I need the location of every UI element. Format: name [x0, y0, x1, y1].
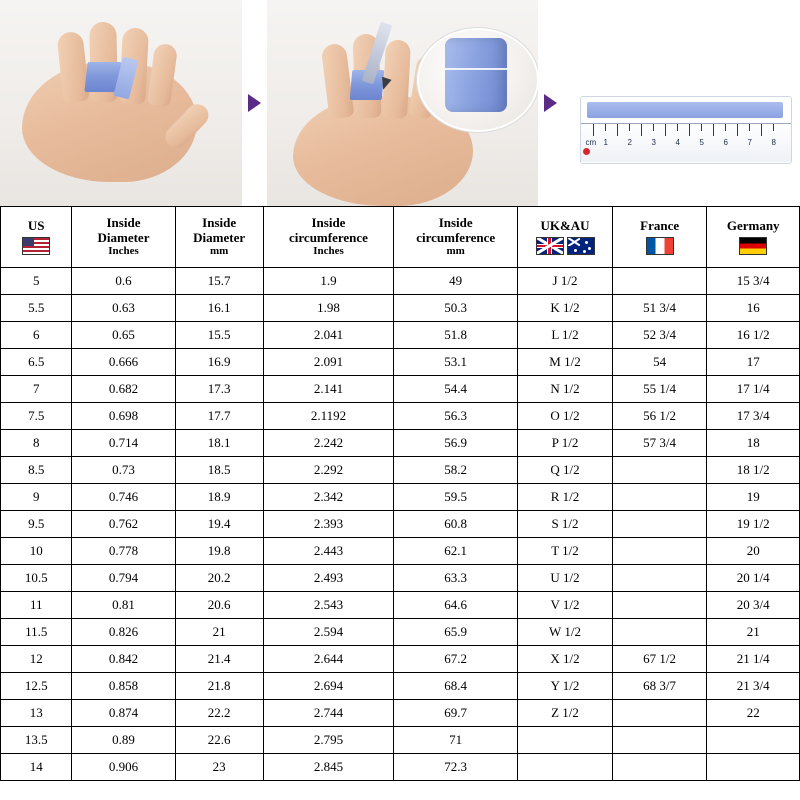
cell-france-size: 68 3/7 — [612, 673, 707, 700]
cell-uk-au-size: W 1/2 — [518, 619, 613, 646]
cell-inside-circumference-inches: 2.795 — [263, 727, 393, 754]
cell-uk-au-size: S 1/2 — [518, 511, 613, 538]
cell-us-size: 7 — [1, 376, 72, 403]
cell-us-size: 6.5 — [1, 349, 72, 376]
cell-us-size: 9.5 — [1, 511, 72, 538]
cell-inside-diameter-mm: 20.2 — [175, 565, 263, 592]
cell-uk-au-size: V 1/2 — [518, 592, 613, 619]
cell-inside-circumference-mm: 56.9 — [394, 430, 518, 457]
cell-us-size: 5 — [1, 268, 72, 295]
cell-inside-circumference-mm: 51.8 — [394, 322, 518, 349]
cell-inside-circumference-inches: 2.141 — [263, 376, 393, 403]
cell-uk-au-size: Z 1/2 — [518, 700, 613, 727]
cell-germany-size: 20 1/4 — [707, 565, 800, 592]
table-row — [1, 295, 800, 322]
arrow-2-cell — [538, 0, 562, 206]
header-line-3: mm — [209, 245, 229, 258]
cell-germany-size: 21 3/4 — [707, 673, 800, 700]
zoom-inset-2 — [417, 28, 539, 132]
au-flag-icon — [567, 237, 595, 255]
cell-france-size: 56 1/2 — [612, 403, 707, 430]
cell-france-size — [612, 457, 707, 484]
column-header-inside-circumference-inches — [263, 207, 393, 268]
cell-inside-circumference-mm: 72.3 — [394, 754, 518, 781]
cell-us-size: 9 — [1, 484, 72, 511]
cell-germany-size: 16 1/2 — [707, 322, 800, 349]
france-flag-row — [615, 237, 705, 255]
cell-inside-diameter-inches: 0.698 — [72, 403, 175, 430]
header-line-3: Inches — [108, 245, 139, 258]
cell-france-size: 55 1/4 — [612, 376, 707, 403]
table-body — [1, 268, 800, 781]
table-row — [1, 727, 800, 754]
cell-inside-diameter-inches: 0.746 — [72, 484, 175, 511]
cell-inside-circumference-inches: 1.9 — [263, 268, 393, 295]
cell-inside-diameter-mm: 18.1 — [175, 430, 263, 457]
cell-germany-size: 20 3/4 — [707, 592, 800, 619]
cell-uk-au-size: K 1/2 — [518, 295, 613, 322]
cell-us-size: 5.5 — [1, 295, 72, 322]
illustration-step-1 — [0, 0, 242, 206]
header-line-3: Inches — [313, 245, 344, 258]
illustration-step-3 — [562, 0, 800, 206]
cell-germany-size: 16 — [707, 295, 800, 322]
header-line-1: Inside — [438, 215, 473, 231]
cell-france-size — [612, 754, 707, 781]
cell-inside-circumference-inches: 2.342 — [263, 484, 393, 511]
cell-france-size — [612, 592, 707, 619]
cell-inside-diameter-inches: 0.826 — [72, 619, 175, 646]
cell-inside-diameter-inches: 0.682 — [72, 376, 175, 403]
cell-inside-diameter-inches: 0.89 — [72, 727, 175, 754]
column-header-france-title: France — [640, 217, 680, 233]
table-row — [1, 457, 800, 484]
illustration-step-2 — [267, 0, 539, 206]
cell-us-size: 8.5 — [1, 457, 72, 484]
cell-us-size: 10 — [1, 538, 72, 565]
header-line-2: circumference — [289, 229, 368, 245]
ruler-tick-label: 2 — [627, 138, 632, 147]
cell-germany-size — [707, 727, 800, 754]
cell-inside-circumference-inches: 2.845 — [263, 754, 393, 781]
table-row — [1, 349, 800, 376]
cell-uk-au-size — [518, 754, 613, 781]
cell-inside-diameter-inches: 0.6 — [72, 268, 175, 295]
cell-us-size: 12 — [1, 646, 72, 673]
column-header-us — [1, 207, 72, 268]
table-row — [1, 565, 800, 592]
cell-france-size — [612, 565, 707, 592]
cell-france-size — [612, 538, 707, 565]
column-header-us-title: US — [27, 217, 45, 233]
cell-inside-circumference-mm: 54.4 — [394, 376, 518, 403]
header-line-1: Inside — [106, 215, 141, 231]
ruler-zero-marker — [583, 148, 590, 155]
cell-inside-circumference-mm: 67.2 — [394, 646, 518, 673]
cell-germany-size: 19 1/2 — [707, 511, 800, 538]
cell-inside-diameter-mm: 19.8 — [175, 538, 263, 565]
cell-inside-diameter-inches: 0.874 — [72, 700, 175, 727]
ring-size-table — [0, 206, 800, 781]
us-flag-row — [3, 237, 69, 255]
table-row — [1, 322, 800, 349]
cell-inside-circumference-inches: 2.594 — [263, 619, 393, 646]
cell-us-size: 13 — [1, 700, 72, 727]
instruction-photo-strip — [0, 0, 800, 206]
cell-inside-diameter-inches: 0.906 — [72, 754, 175, 781]
cell-inside-circumference-mm: 49 — [394, 268, 518, 295]
cell-germany-size: 17 — [707, 349, 800, 376]
cell-uk-au-size: L 1/2 — [518, 322, 613, 349]
cell-germany-size — [707, 754, 800, 781]
cell-inside-diameter-mm: 19.4 — [175, 511, 263, 538]
table-row — [1, 538, 800, 565]
cell-inside-diameter-mm: 16.1 — [175, 295, 263, 322]
cell-inside-diameter-mm: 21.8 — [175, 673, 263, 700]
uk-au-flag-row — [520, 237, 610, 255]
germany-flag-row — [709, 237, 797, 255]
column-header-germany-title: Germany — [726, 217, 780, 233]
cell-germany-size: 19 — [707, 484, 800, 511]
cell-uk-au-size: Y 1/2 — [518, 673, 613, 700]
ruler-tick-label: 6 — [723, 138, 728, 147]
column-header-uk-au — [518, 207, 613, 268]
cell-inside-circumference-inches: 2.393 — [263, 511, 393, 538]
cell-france-size: 67 1/2 — [612, 646, 707, 673]
table-row — [1, 646, 800, 673]
arrow-1-cell — [242, 0, 266, 206]
cell-us-size: 13.5 — [1, 727, 72, 754]
cell-inside-circumference-inches: 2.443 — [263, 538, 393, 565]
cell-inside-diameter-mm: 16.9 — [175, 349, 263, 376]
cell-inside-circumference-mm: 60.8 — [394, 511, 518, 538]
cell-inside-circumference-mm: 69.7 — [394, 700, 518, 727]
cell-inside-diameter-mm: 22.2 — [175, 700, 263, 727]
cell-france-size: 51 3/4 — [612, 295, 707, 322]
table-row — [1, 403, 800, 430]
cell-uk-au-size: X 1/2 — [518, 646, 613, 673]
cell-uk-au-size: N 1/2 — [518, 376, 613, 403]
cell-inside-circumference-inches: 1.98 — [263, 295, 393, 322]
table-row — [1, 592, 800, 619]
cell-inside-circumference-mm: 63.3 — [394, 565, 518, 592]
cell-france-size: 52 3/4 — [612, 322, 707, 349]
cell-france-size — [612, 511, 707, 538]
column-header-germany — [707, 207, 800, 268]
cell-france-size — [612, 268, 707, 295]
cell-inside-diameter-mm: 17.7 — [175, 403, 263, 430]
cell-inside-circumference-mm: 58.2 — [394, 457, 518, 484]
ruler-body — [581, 123, 791, 162]
cell-inside-circumference-mm: 53.1 — [394, 349, 518, 376]
cell-inside-diameter-mm: 21 — [175, 619, 263, 646]
ruler-tick-label: 3 — [651, 138, 656, 147]
cell-france-size: 57 3/4 — [612, 430, 707, 457]
cell-inside-diameter-inches: 0.714 — [72, 430, 175, 457]
column-header-inside-diameter-inches — [72, 207, 175, 268]
cell-uk-au-size: P 1/2 — [518, 430, 613, 457]
cell-inside-diameter-mm: 17.3 — [175, 376, 263, 403]
cell-us-size: 14 — [1, 754, 72, 781]
table-row — [1, 268, 800, 295]
cell-uk-au-size: T 1/2 — [518, 538, 613, 565]
cell-inside-circumference-mm: 65.9 — [394, 619, 518, 646]
cell-us-size: 8 — [1, 430, 72, 457]
cell-inside-diameter-mm: 21.4 — [175, 646, 263, 673]
table-row — [1, 673, 800, 700]
paper-strip-closeup — [445, 38, 507, 112]
cell-inside-diameter-inches: 0.858 — [72, 673, 175, 700]
cell-inside-circumference-mm: 62.1 — [394, 538, 518, 565]
cell-inside-diameter-mm: 18.5 — [175, 457, 263, 484]
cell-inside-diameter-inches: 0.81 — [72, 592, 175, 619]
arrow-right-icon — [544, 94, 557, 112]
cell-germany-size: 20 — [707, 538, 800, 565]
cell-uk-au-size: R 1/2 — [518, 484, 613, 511]
cell-inside-diameter-inches: 0.666 — [72, 349, 175, 376]
cell-inside-circumference-inches: 2.644 — [263, 646, 393, 673]
header-line-2: Diameter — [97, 229, 150, 245]
ruler-tick-label: 7 — [747, 138, 752, 147]
cell-inside-circumference-inches: 2.493 — [263, 565, 393, 592]
header-line-1: Inside — [202, 215, 237, 231]
table-row — [1, 430, 800, 457]
cell-us-size: 12.5 — [1, 673, 72, 700]
cell-inside-diameter-inches: 0.65 — [72, 322, 175, 349]
table-row — [1, 700, 800, 727]
cell-france-size — [612, 484, 707, 511]
cell-france-size — [612, 700, 707, 727]
cell-france-size — [612, 619, 707, 646]
cell-inside-circumference-inches: 2.1192 — [263, 403, 393, 430]
column-header-france — [612, 207, 707, 268]
cell-germany-size: 15 3/4 — [707, 268, 800, 295]
arrow-right-icon — [248, 94, 261, 112]
cell-uk-au-size: U 1/2 — [518, 565, 613, 592]
cell-uk-au-size — [518, 727, 613, 754]
cell-germany-size: 22 — [707, 700, 800, 727]
ruler-tick-label: 5 — [699, 138, 704, 147]
cell-germany-size: 21 1/4 — [707, 646, 800, 673]
ruler-illustration — [580, 96, 792, 164]
table-row — [1, 619, 800, 646]
ruler-tick-label: 4 — [675, 138, 680, 147]
cell-inside-circumference-inches: 2.744 — [263, 700, 393, 727]
cell-inside-diameter-inches: 0.794 — [72, 565, 175, 592]
cell-inside-circumference-inches: 2.292 — [263, 457, 393, 484]
cell-inside-diameter-inches: 0.63 — [72, 295, 175, 322]
table-header-row — [1, 207, 800, 268]
cell-inside-diameter-inches: 0.762 — [72, 511, 175, 538]
table-row — [1, 376, 800, 403]
column-header-inside-diameter-mm — [175, 207, 263, 268]
cell-inside-circumference-mm: 71 — [394, 727, 518, 754]
header-line-3: mm — [446, 245, 465, 258]
table-row — [1, 484, 800, 511]
cell-germany-size: 18 — [707, 430, 800, 457]
cell-inside-circumference-inches: 2.041 — [263, 322, 393, 349]
cell-inside-circumference-mm: 56.3 — [394, 403, 518, 430]
france-flag-icon — [646, 237, 674, 255]
ruler-tick-label: 8 — [771, 138, 776, 147]
column-header-inside-circumference-mm — [394, 207, 518, 268]
cell-us-size: 6 — [1, 322, 72, 349]
cell-inside-diameter-mm: 20.6 — [175, 592, 263, 619]
ruler-tick-label: 1 — [603, 138, 608, 147]
header-line-2: Diameter — [193, 229, 246, 245]
cell-germany-size: 17 3/4 — [707, 403, 800, 430]
cell-inside-circumference-mm: 68.4 — [394, 673, 518, 700]
header-line-2: circumference — [416, 229, 496, 245]
cell-uk-au-size: J 1/2 — [518, 268, 613, 295]
cell-germany-size: 17 1/4 — [707, 376, 800, 403]
cell-uk-au-size: M 1/2 — [518, 349, 613, 376]
cell-inside-circumference-inches: 2.543 — [263, 592, 393, 619]
cell-inside-diameter-mm: 22.6 — [175, 727, 263, 754]
header-line-1: Inside — [311, 215, 346, 231]
cell-germany-size: 18 1/2 — [707, 457, 800, 484]
cell-inside-diameter-inches: 0.778 — [72, 538, 175, 565]
us-flag-icon — [22, 237, 50, 255]
cell-inside-circumference-inches: 2.694 — [263, 673, 393, 700]
cell-germany-size: 21 — [707, 619, 800, 646]
cell-inside-circumference-mm: 50.3 — [394, 295, 518, 322]
table-row — [1, 754, 800, 781]
cell-uk-au-size: O 1/2 — [518, 403, 613, 430]
table-row — [1, 511, 800, 538]
cell-inside-diameter-mm: 18.9 — [175, 484, 263, 511]
cell-us-size: 10.5 — [1, 565, 72, 592]
cell-inside-circumference-inches: 2.242 — [263, 430, 393, 457]
cell-france-size — [612, 727, 707, 754]
cell-inside-circumference-mm: 64.6 — [394, 592, 518, 619]
uk-flag-icon — [536, 237, 564, 255]
ring-size-table-wrapper — [0, 206, 800, 781]
column-header-uk-au-title: UK&AU — [540, 217, 590, 233]
cell-inside-diameter-mm: 15.5 — [175, 322, 263, 349]
cell-inside-diameter-mm: 15.7 — [175, 268, 263, 295]
cell-us-size: 7.5 — [1, 403, 72, 430]
ruler-unit-label: cm — [585, 138, 597, 147]
measured-paper-strip — [587, 102, 783, 118]
cell-us-size: 11.5 — [1, 619, 72, 646]
cell-france-size: 54 — [612, 349, 707, 376]
cell-inside-diameter-mm: 23 — [175, 754, 263, 781]
cell-inside-circumference-inches: 2.091 — [263, 349, 393, 376]
cell-inside-diameter-inches: 0.73 — [72, 457, 175, 484]
cell-uk-au-size: Q 1/2 — [518, 457, 613, 484]
germany-flag-icon — [739, 237, 767, 255]
cell-inside-diameter-inches: 0.842 — [72, 646, 175, 673]
cell-us-size: 11 — [1, 592, 72, 619]
cell-inside-circumference-mm: 59.5 — [394, 484, 518, 511]
